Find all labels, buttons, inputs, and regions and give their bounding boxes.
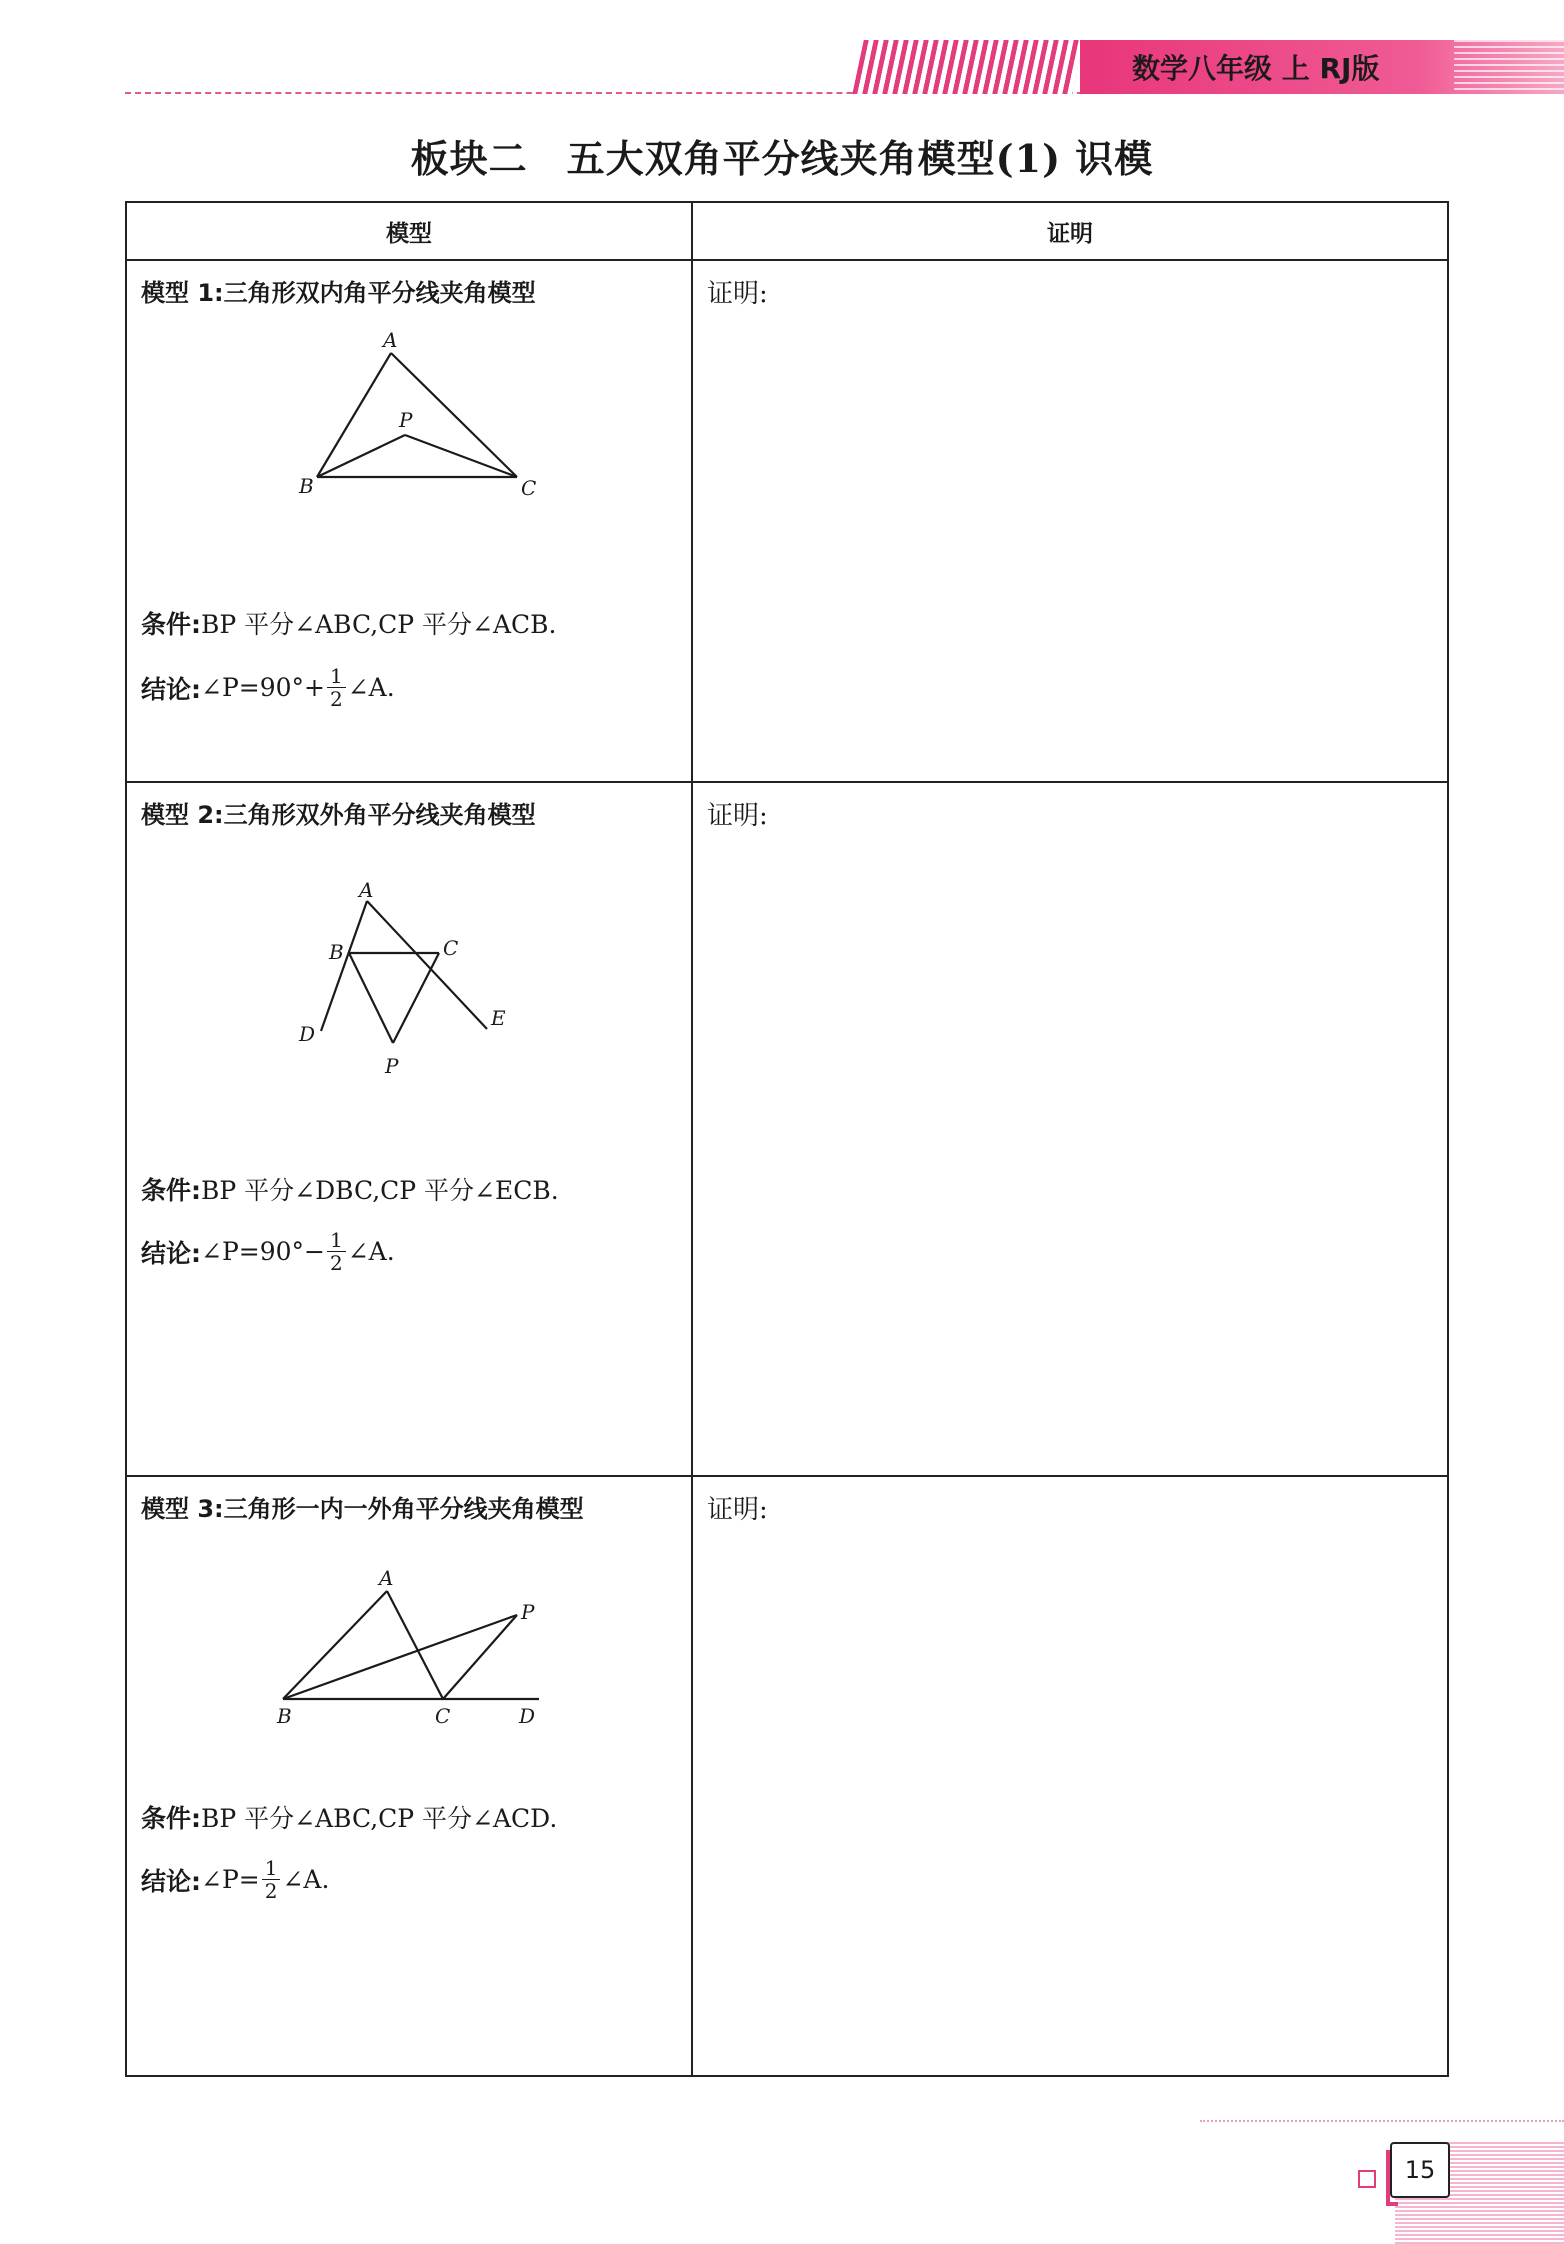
point-label-c: C (443, 936, 459, 960)
proof-cell-3[interactable] (692, 1476, 1448, 2076)
fraction-denominator: 2 (264, 1879, 278, 1903)
condition-label: 条件: (141, 610, 201, 639)
fraction (262, 1857, 281, 1902)
conclusion-text (141, 1229, 395, 1274)
point-label-b: B (277, 1704, 292, 1728)
table-row (126, 1476, 1448, 2076)
footer-square-icon (1358, 2170, 1376, 2188)
condition-text (141, 1799, 557, 1835)
column-header-model: 模型 (126, 202, 692, 260)
fraction-denominator: 2 (329, 687, 343, 711)
fraction-numerator: 1 (327, 1229, 346, 1252)
conclusion-prefix: ∠P=90°+ (201, 673, 325, 702)
point-label-b: B (299, 474, 314, 498)
point-label-d: D (299, 1022, 316, 1046)
point-label-c: C (521, 476, 537, 500)
triangle-diagram-2 (287, 878, 547, 1093)
triangle-diagram-1 (287, 328, 547, 521)
model-name: 模型 3:三角形一内一外角平分线夹角模型 (141, 1495, 584, 1523)
header-tab (1080, 40, 1564, 94)
point-label-p: P (399, 408, 413, 432)
header-stripes-decoration (852, 40, 1083, 94)
point-label-b: B (329, 940, 344, 964)
point-label-p: P (385, 1054, 399, 1078)
table-row (126, 260, 1448, 782)
fraction-numerator: 1 (327, 665, 346, 688)
model-cell-1 (126, 260, 692, 782)
proof-cell-1[interactable] (692, 260, 1448, 782)
conclusion-suffix: ∠A. (282, 1865, 330, 1894)
page-number: 15 (1390, 2142, 1450, 2198)
segment-ae (367, 901, 487, 1029)
conclusion-prefix: ∠P= (201, 1865, 260, 1894)
segment-ad (321, 901, 367, 1031)
fraction-denominator: 2 (329, 1251, 343, 1275)
model-name: 模型 2:三角形双外角平分线夹角模型 (141, 801, 536, 829)
proof-label: 证明: (707, 801, 768, 831)
segment-bp (283, 1615, 517, 1699)
proof-cell-2[interactable] (692, 782, 1448, 1476)
table-header-row (126, 202, 1448, 260)
point-label-p: P (521, 1600, 535, 1624)
conclusion-label: 结论: (141, 1866, 201, 1896)
condition-body: BP 平分∠DBC,CP 平分∠ECB. (201, 1176, 559, 1205)
model-name: 模型 1:三角形双内角平分线夹角模型 (141, 279, 536, 307)
fraction-numerator: 1 (262, 1857, 281, 1880)
segment-cp (393, 953, 439, 1043)
book-label: 数学八年级 上 RJ版 (1132, 52, 1380, 85)
point-label-d: D (519, 1704, 536, 1728)
proof-label: 证明: (707, 279, 768, 309)
point-label-c: C (435, 1704, 451, 1728)
point-label-a: A (359, 878, 374, 902)
condition-label: 条件: (141, 1176, 201, 1205)
segment-cp (405, 435, 517, 477)
condition-text (141, 1171, 559, 1207)
point-label-a: A (379, 1566, 394, 1590)
condition-body: BP 平分∠ABC,CP 平分∠ACD. (201, 1804, 558, 1833)
conclusion-prefix: ∠P=90°− (201, 1237, 325, 1266)
model-table (125, 201, 1449, 2077)
condition-label: 条件: (141, 1804, 201, 1833)
header-lines-decoration (1454, 40, 1564, 94)
conclusion-label: 结论: (141, 1238, 201, 1268)
condition-body: BP 平分∠ABC,CP 平分∠ACB. (201, 610, 557, 639)
table-row (126, 782, 1448, 1476)
fraction (327, 1229, 346, 1274)
page-title: 板块二 五大双角平分线夹角模型(1) 识模 (410, 136, 1154, 181)
point-label-e: E (491, 1006, 506, 1030)
conclusion-suffix: ∠A. (347, 673, 395, 702)
point-label-a: A (383, 328, 398, 352)
triangle-diagram-3 (267, 1567, 587, 1727)
condition-text (141, 605, 557, 641)
segment-bp (349, 953, 393, 1043)
conclusion-suffix: ∠A. (347, 1237, 395, 1266)
conclusion-label: 结论: (141, 674, 201, 704)
segment-ab (283, 1591, 387, 1699)
conclusion-text (141, 1857, 329, 1902)
footer-dotted-line (1200, 2120, 1564, 2122)
model-cell-2 (126, 782, 692, 1476)
conclusion-text (141, 665, 395, 710)
column-header-proof: 证明 (692, 202, 1448, 260)
model-cell-3 (126, 1476, 692, 2076)
fraction (327, 665, 346, 710)
proof-label: 证明: (707, 1495, 768, 1525)
